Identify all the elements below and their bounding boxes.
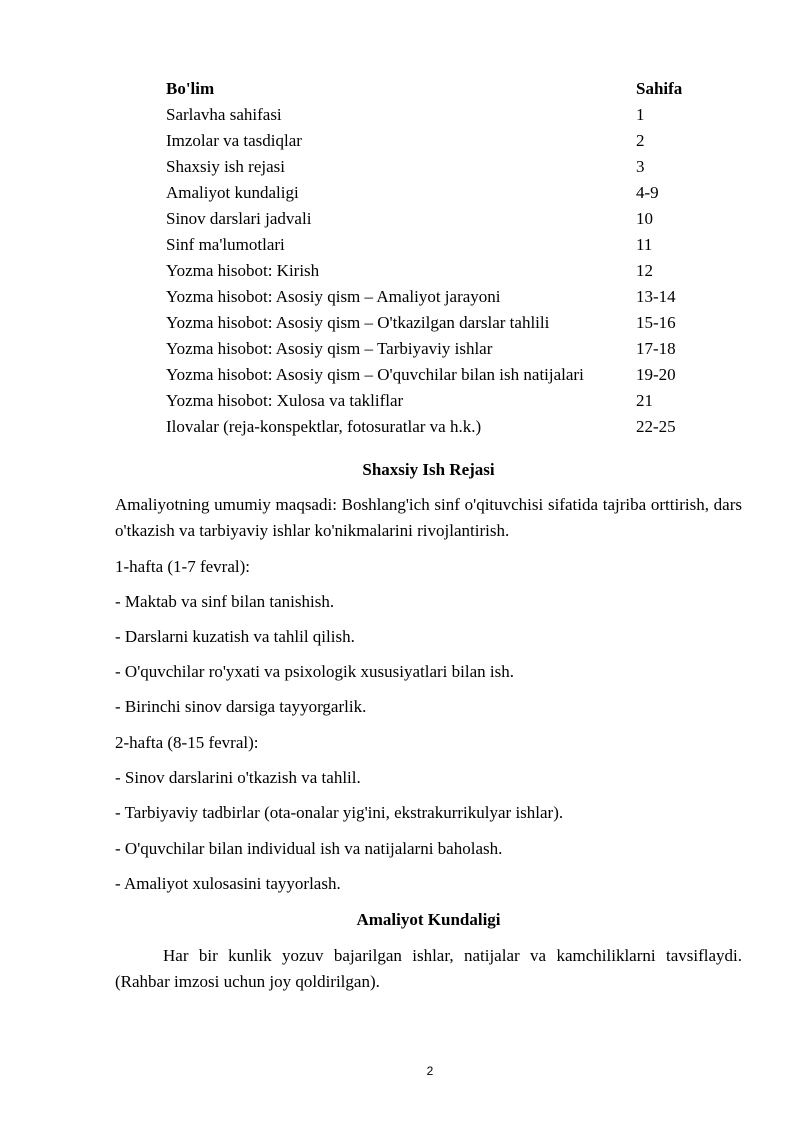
toc-page: 22-25 <box>636 417 676 436</box>
week2-item: - Tarbiyaviy tadbirlar (ota-onalar yig'ini, ekstrakurrikulyar ishlar). <box>115 803 564 822</box>
toc-row <box>166 362 706 388</box>
toc-row <box>166 232 706 258</box>
diary-paragraph: Har bir kunlik yozuv bajarilgan ishlar, natijalar va kamchiliklarni tavsiflaydi. (Rahbar imzosi uchun joy qoldirilgan). <box>115 946 742 991</box>
toc-page: 11 <box>636 235 653 254</box>
toc-page: 3 <box>636 157 645 176</box>
toc-page: 4-9 <box>636 183 659 202</box>
toc-page: 17-18 <box>636 339 676 358</box>
toc-page: 1 <box>636 105 645 124</box>
toc-section: Sinov darslari jadvali <box>166 209 312 228</box>
week1-item: - O'quvchilar ro'yxati va psixologik xususiyatlari bilan ish. <box>115 662 514 681</box>
table-of-contents <box>166 76 706 440</box>
toc-row <box>166 180 706 206</box>
toc-section: Amaliyot kundaligi <box>166 183 299 202</box>
toc-row <box>166 388 706 414</box>
week2-heading: 2-hafta (8-15 fevral): <box>115 733 259 752</box>
toc-page: 15-16 <box>636 313 676 332</box>
toc-page: 19-20 <box>636 365 676 384</box>
toc-row <box>166 284 706 310</box>
toc-page: 12 <box>636 261 653 280</box>
toc-section: Sinf ma'lumotlari <box>166 235 285 254</box>
toc-row <box>166 128 706 154</box>
week1-item: - Maktab va sinf bilan tanishish. <box>115 592 335 611</box>
week1-heading: 1-hafta (1-7 fevral): <box>115 557 250 576</box>
toc-header-page: Sahifa <box>636 79 683 98</box>
toc-row <box>166 258 706 284</box>
toc-row <box>166 102 706 128</box>
toc-row <box>166 154 706 180</box>
toc-section: Sarlavha sahifasi <box>166 105 282 124</box>
toc-row <box>166 310 706 336</box>
week1-item: - Darslarni kuzatish va tahlil qilish. <box>115 627 355 646</box>
toc-header-section: Bo'lim <box>166 79 215 98</box>
toc-section: Yozma hisobot: Xulosa va takliflar <box>166 391 404 410</box>
toc-section: Ilovalar (reja-konspektlar, fotosuratlar va h.k.) <box>166 417 482 436</box>
plan-goal-paragraph: Amaliyotning umumiy maqsadi: Boshlang'ich sinf o'qituvchisi sifatida tajriba orttirish, dars o'tkazish va tarbiyaviy ishlar ko'nikmalarini rivojlantirish. <box>115 495 742 540</box>
toc-section: Yozma hisobot: Asosiy qism – O'quvchilar bilan ish natijalari <box>166 365 584 384</box>
toc-section: Imzolar va tasdiqlar <box>166 131 302 150</box>
toc-page: 10 <box>636 209 653 228</box>
diary-heading: Amaliyot Kundaligi <box>356 910 501 929</box>
toc-page: 21 <box>636 391 653 410</box>
week1-item: - Birinchi sinov darsiga tayyorgarlik. <box>115 697 367 716</box>
toc-row <box>166 414 706 440</box>
toc-section: Shaxsiy ish rejasi <box>166 157 285 176</box>
toc-page: 2 <box>636 131 645 150</box>
week2-item: - Sinov darslarini o'tkazish va tahlil. <box>115 768 361 787</box>
toc-page: 13-14 <box>636 287 676 306</box>
page-number: 2 <box>426 1064 434 1078</box>
toc-row <box>166 206 706 232</box>
week2-item: - O'quvchilar bilan individual ish va natijalarni baholash. <box>115 839 503 858</box>
toc-section: Yozma hisobot: Asosiy qism – O'tkazilgan darslar tahlili <box>166 313 550 332</box>
toc-row <box>166 336 706 362</box>
toc-section: Yozma hisobot: Kirish <box>166 261 320 280</box>
week2-item: - Amaliyot xulosasini tayyorlash. <box>115 874 341 893</box>
toc-section: Yozma hisobot: Asosiy qism – Amaliyot jarayoni <box>166 287 501 306</box>
toc-section: Yozma hisobot: Asosiy qism – Tarbiyaviy ishlar <box>166 339 493 358</box>
plan-heading: Shaxsiy Ish Rejasi <box>362 460 495 479</box>
toc-header-row <box>166 76 706 102</box>
